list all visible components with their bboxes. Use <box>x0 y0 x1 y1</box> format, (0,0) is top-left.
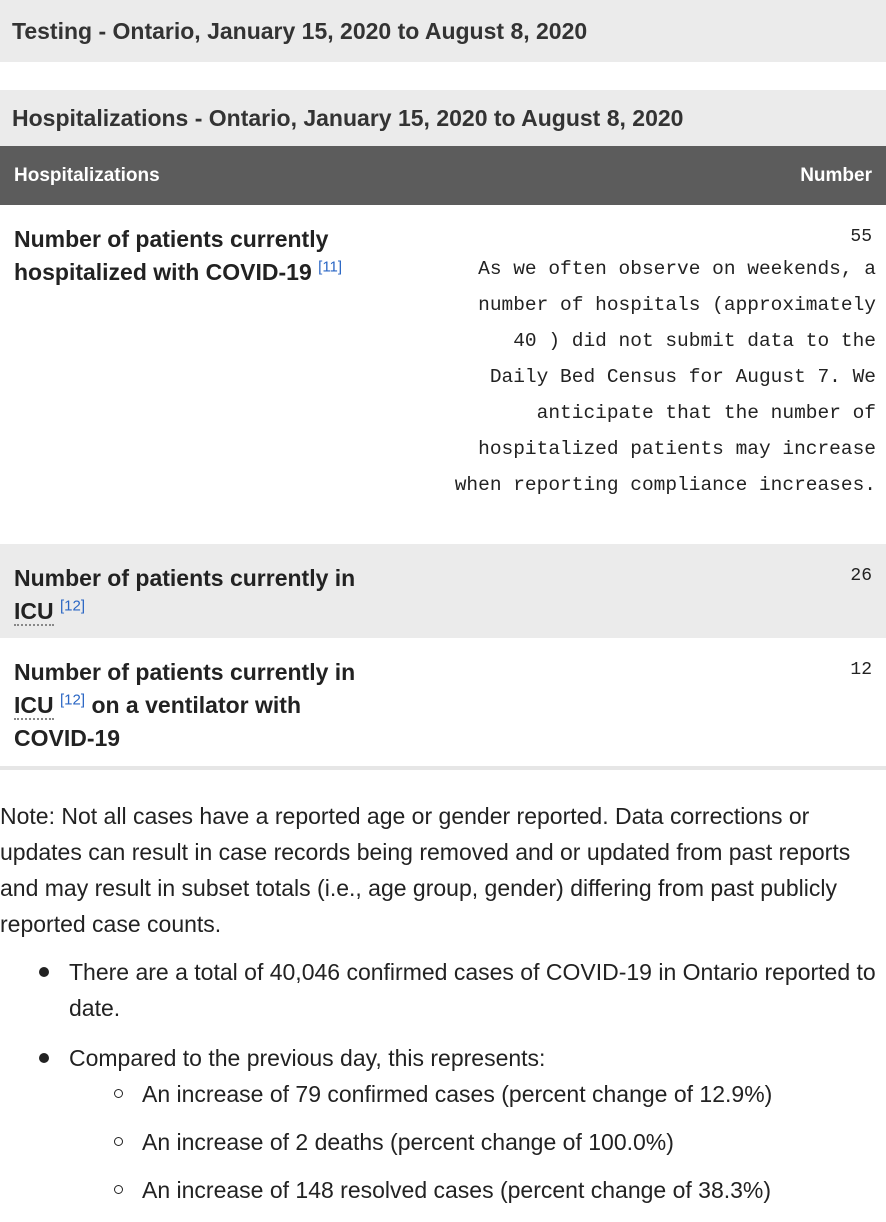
value-number: 26 <box>850 566 872 586</box>
comparison-sublist <box>69 1076 886 1208</box>
hollow-bullet-icon <box>114 1137 123 1146</box>
row-label-icu <box>0 544 370 638</box>
hospitalization-note: As we often observe on weekends, a number of hospitals (approximately 40 ) did not submit data to the Daily Bed Census for August 7. We anticipate that the number of hospitalized patients may increase when reporting compliance increases. <box>454 258 876 496</box>
footnote-link[interactable]: [11] <box>318 258 343 276</box>
sublist-item-text: An increase of 148 resolved cases (percent change of 38.3%) <box>142 1177 772 1203</box>
list-item <box>0 954 886 1026</box>
table-row <box>0 205 886 544</box>
bullet-icon <box>39 1053 49 1063</box>
icu-abbreviation[interactable]: ICU <box>14 692 54 718</box>
sublist-item <box>69 1124 886 1160</box>
column-header-hospitalizations: Hospitalizations <box>0 146 370 205</box>
table-header-row <box>0 146 886 205</box>
footnote-link[interactable]: [12] <box>60 597 86 615</box>
testing-section-header[interactable] <box>0 0 886 62</box>
list-item <box>0 1040 886 1208</box>
hospitalizations-table <box>0 146 886 770</box>
row-label-ventilator <box>0 638 370 768</box>
icu-abbreviation[interactable]: ICU <box>14 598 54 624</box>
table-row <box>0 638 886 768</box>
sublist-item <box>69 1076 886 1112</box>
value-number: 55 <box>850 227 872 247</box>
list-item-text: Compared to the previous day, this represents: <box>69 1045 546 1071</box>
hollow-bullet-icon <box>114 1089 123 1098</box>
footnote-link[interactable]: [12] <box>60 691 86 709</box>
column-header-number: Number <box>370 146 886 205</box>
bullet-icon <box>39 967 49 977</box>
row-label-text: Number of patients currently in <box>14 565 356 591</box>
testing-header-text: Testing - Ontario, January 15, 2020 to August 8, 2020 <box>12 17 588 44</box>
table-row <box>0 544 886 638</box>
list-item-text: There are a total of 40,046 confirmed cases of COVID-19 in Ontario reported to date. <box>69 959 876 1021</box>
sublist-item-text: An increase of 2 deaths (percent change of 100.0%) <box>142 1129 674 1155</box>
row-value-ventilator <box>370 638 886 768</box>
row-label-text-continued: on a ventilator with COVID-19 <box>14 692 302 751</box>
row-label-hospitalized <box>0 205 370 544</box>
data-note: Note: Not all cases have a reported age or gender reported. Data corrections or updates can result in case records being removed and or updated from past reports and may result in subset totals (i.e., age group, gender) differing from past publicly reported case counts. <box>0 803 851 937</box>
row-label-text: Number of patients currently in <box>14 659 356 685</box>
hospitalizations-section-header[interactable] <box>0 90 886 146</box>
summary-list <box>0 954 886 1222</box>
sublist-item <box>69 1172 886 1208</box>
row-value-hospitalized <box>370 205 886 544</box>
row-label-text: Number of patients currently hospitalized with COVID-19 <box>14 226 329 285</box>
hollow-bullet-icon <box>114 1185 123 1194</box>
sublist-item-text: An increase of 79 confirmed cases (percent change of 12.9%) <box>142 1081 773 1107</box>
value-number: 12 <box>850 660 872 680</box>
row-value-icu <box>370 544 886 638</box>
hospitalizations-header-text: Hospitalizations - Ontario, January 15, 2020 to August 8, 2020 <box>12 104 684 131</box>
